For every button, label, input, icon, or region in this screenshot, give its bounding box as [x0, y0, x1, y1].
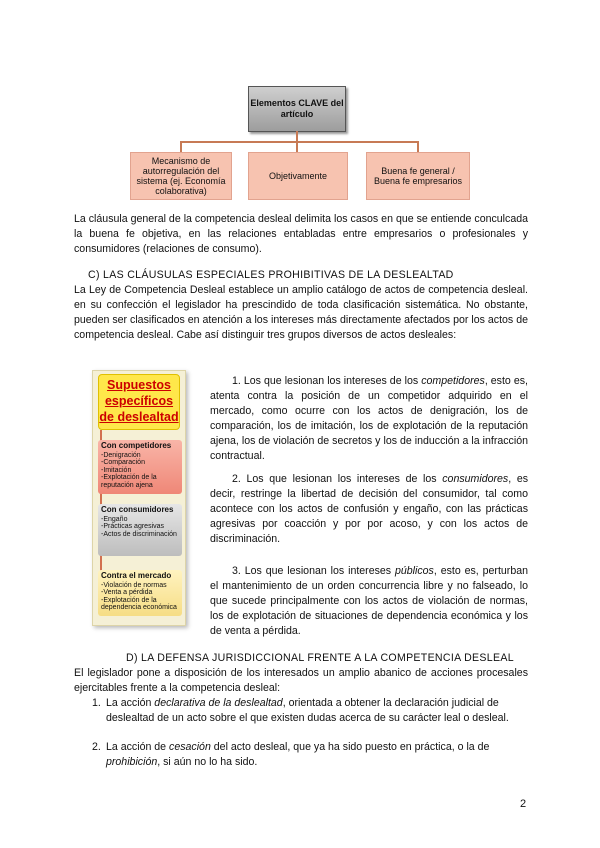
text-emphasis: consumidores	[442, 473, 509, 485]
group-mercado	[98, 570, 182, 616]
section-d-heading: D) LA DEFENSA JURISDICCIONAL FRENTE A LA COMPETENCIA DESLEAL	[126, 652, 514, 664]
text-run: 3. Los que lesionan los intereses	[232, 565, 395, 577]
text-emphasis: declarativa de la deslealtad	[154, 697, 283, 709]
list-item	[92, 740, 528, 770]
text-emphasis: prohibición	[106, 756, 158, 768]
text-run: , orientada a obtener la declaración judicial de deslealtad de un acto sobre el que existen dudas acerca de su carácter leal o desleal.	[106, 697, 509, 724]
group-item: -Comparación	[101, 459, 145, 466]
diagram-child-label: Mecanismo de autorregulación del sistema (ej. Economía colaborativa)	[136, 156, 226, 196]
text-emphasis: cesación	[169, 741, 211, 753]
group-item: -Venta a pérdida	[101, 589, 153, 596]
section-d-paragraph: El legislador pone a disposición de los interesados un amplio abanico de acciones procesales ejercitables frente a la competencia desleal:	[74, 667, 528, 694]
group-item: -Explotación de la dependencia económica	[101, 596, 177, 611]
group-title: Con competidores	[101, 441, 172, 450]
diagram-connector	[180, 141, 418, 143]
diagram-child-box	[248, 152, 348, 200]
text-emphasis: públicos	[394, 565, 434, 577]
text-run: 1. Los que lesionan los intereses de los	[232, 375, 422, 387]
text-emphasis: competidores	[421, 375, 485, 387]
diagram-child-box	[366, 152, 470, 200]
diagram-child-label: Objetivamente	[268, 171, 328, 181]
diagram-root-label: Elementos CLAVE del artículo	[250, 98, 344, 119]
diagram-child-box	[130, 152, 232, 200]
page-number: 2	[520, 798, 527, 810]
list-number: 1.	[92, 697, 101, 709]
group-2-paragraph	[210, 472, 528, 547]
group-item: -Actos de discriminación	[101, 530, 177, 538]
text-run: , esto es, perturban el mantenimiento de un orden concurrencia libre y no falseado, lo que sucede principalmente con los actos de violación de normas, los de explotación de situaciones de dependencia económica y los de venta a pérdida.	[210, 565, 529, 637]
text-run: La acción	[106, 697, 155, 709]
group-item: -Denigración	[101, 451, 141, 459]
text-run: , es decir, restringe la libertad de decisión del consumidor, tal como acontece con los actos de confusión y engaño, con las prácticas agresivas por coacción y por por acoso, y con los actos de discriminación.	[210, 473, 529, 545]
group-consumidores	[98, 504, 182, 556]
diagram-root-box	[248, 86, 346, 132]
diagram-connector	[417, 141, 419, 152]
diagram-child-label: Buena fe general / Buena fe empresarios	[373, 166, 463, 186]
section-c-heading: C) LAS CLÁUSULAS ESPECIALES PROHIBITIVAS DE LA DESLEALTAD	[88, 269, 454, 281]
text-run: del acto desleal, que ya ha sido puesto en práctica, o la de	[210, 741, 490, 753]
diagram-connector	[296, 141, 298, 152]
group-3-paragraph	[210, 564, 528, 639]
section-c-paragraph: La Ley de Competencia Desleal establece un amplio catálogo de actos de competencia desleal. en su confección el legislador ha prescindido de toda clasificación sistemática. No obstante, pueden ser clasificados en atención a los intereses más directamente afectados por los actos de competencia desleal. Cabe así distinguir tres grupos diversos de actos desleales:	[74, 284, 528, 341]
group-item: -Engaño	[101, 515, 128, 523]
list-item	[92, 696, 528, 726]
group-item: -Imitación	[101, 466, 132, 474]
list-number: 2.	[92, 741, 101, 753]
text-run: La acción de	[106, 741, 170, 753]
group-title: Contra el mercado	[101, 571, 172, 580]
panel-title: Supuestos específicos de deslealtad	[98, 374, 180, 430]
group-competidores	[98, 440, 182, 494]
group-item: -Violación de normas	[101, 581, 167, 589]
text-run: , si aún no lo ha sido.	[157, 756, 258, 768]
group-item: -Prácticas agresivas	[101, 523, 165, 530]
group-item: -Explotación de la reputación ajena	[101, 474, 157, 489]
group-1-paragraph	[210, 374, 528, 464]
text-run: 2. Los que lesionan los intereses de los	[232, 473, 443, 485]
group-title: Con consumidores	[101, 505, 174, 514]
text-run: , esto es, atenta contra la posición de un competidor adquirido en el mercado, como ocurre con los actos de denigración, los de comparación, los de imitación, los de explotación de la reputación ajena, los de violación de secretos y los de inducción a la infracción contractual.	[210, 375, 528, 462]
intro-paragraph: La cláusula general de la competencia desleal delimita los casos en que se entiende conculcada la buena fe objetiva, en las relaciones entabladas entre empresarios o profesionales y consumidores (relaciones de consumo).	[74, 213, 528, 255]
diagram-connector	[180, 141, 182, 152]
